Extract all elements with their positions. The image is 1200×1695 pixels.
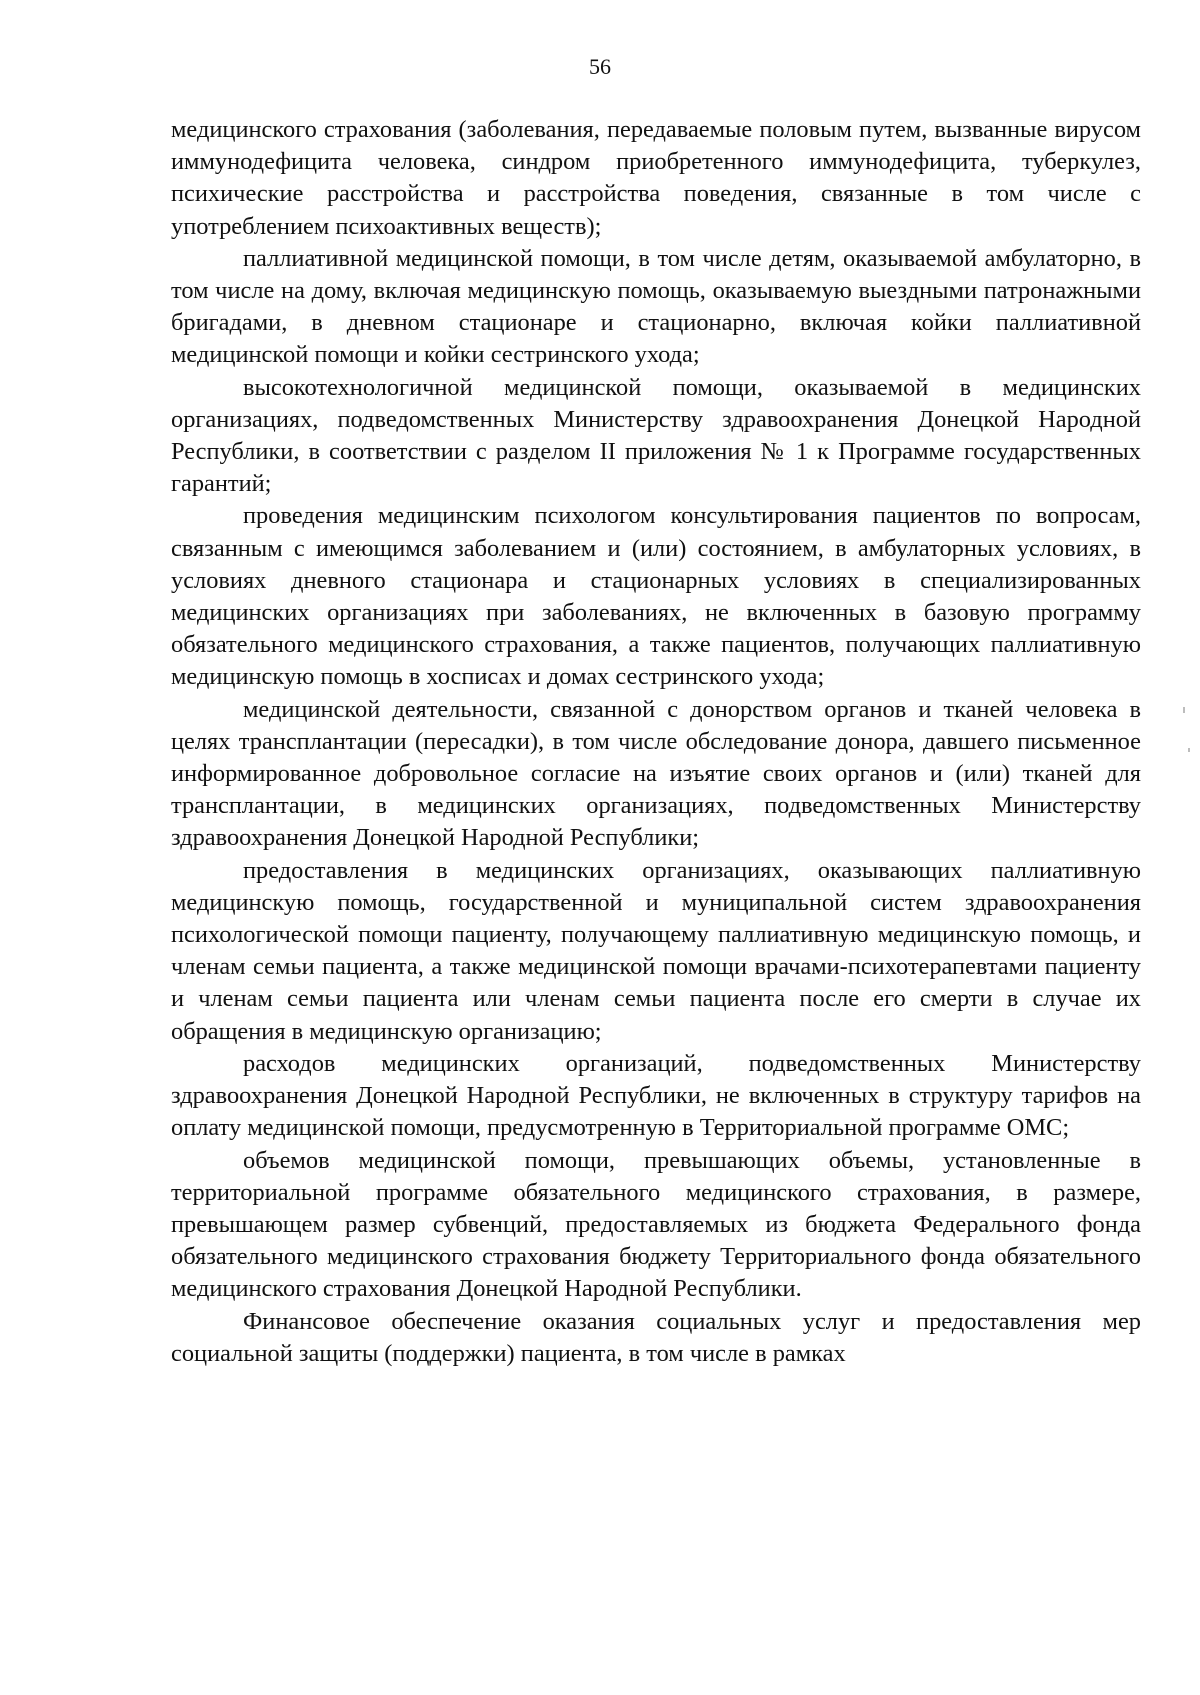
scan-artifact [1188,748,1190,752]
paragraph-psychologist-consulting: проведения медицинским психологом консультирования пациентов по вопросам, связанным с имеющимся заболеванием и (или) состоянием, в амбулаторных условиях, в условиях дневного стационара и стационарных условиях в специализированных медицинских организациях при заболеваниях, не включенных в базовую программу обязательного медицинского страхования, а также пациентов, получающих паллиативную медицинскую помощь в хосписах и домах сестринского ухода; [171,502,1141,691]
paragraph-organ-donation: медицинской деятельности, связанной с донорством органов и тканей человека в целях трансплантации (пересадки), в том числе обследование донора, давшего письменное информированное добровольное согласие на изъятие своих органов и (или) тканей для трансплантации, в медицинских организациях, подведомственных Министерству здравоохранения Донецкой Народной Республики; [171,695,1141,852]
paragraph-psychological-help: предоставления в медицинских организациях, оказывающих паллиативную медицинскую помощь, государственной и муниципальной систем здравоохранения психологической помощи пациенту, получающему паллиативную медицинскую помощь, и членам семьи пациента, а также медицинской помощи врачами-психотерапевтами пациенту и членам семьи пациента или членам семьи пациента после его смерти в случае их обращения в медицинскую организацию; [171,856,1141,1045]
document-body [171,114,1141,1370]
paragraph-palliative-care: паллиативной медицинской помощи, в том числе детям, оказываемой амбулаторно, в том числе на дому, включая медицинскую помощь, оказываемую выездными патронажными бригадами, в дневном стационаре и стационарно, включая койки паллиативной медицинской помощи и койки сестринского ухода; [171,244,1141,369]
page-number: 56 [589,54,611,79]
paragraph-organization-expenses: расходов медицинских организаций, подведомственных Министерству здравоохранения Донецкой Народной Республики, не включенных в структуру тарифов на оплату медицинской помощи, предусмотренную в Территориальной программе ОМС; [171,1049,1141,1142]
scan-artifact [1183,707,1185,713]
paragraph-continuation: медицинского страхования (заболевания, передаваемые половым путем, вызванные вирусом иммунодефицита человека, синдром приобретенного иммунодефицита, туберкулез, психические расстройства и расстройства поведения, связанные в том числе с употреблением психоактивных веществ); [171,116,1141,240]
paragraph-excess-volumes: объемов медицинской помощи, превышающих объемы, установленные в территориальной программе обязательного медицинского страхования, в размере, превышающем размер субвенций, предоставляемых из бюджета Федерального фонда обязательного медицинского страхования бюджету Территориального фонда обязательного медицинского страхования Донецкой Народной Республики. [171,1146,1141,1303]
paragraph-social-services: Финансовое обеспечение оказания социальных услуг и предоставления мер социальной защиты (поддержки) пациента, в том числе в рамках [171,1307,1141,1367]
paragraph-high-tech-care: высокотехнологичной медицинской помощи, оказываемой в медицинских организациях, подведомственных Министерству здравоохранения Донецкой Народной Республики, в соответствии с разделом II приложения № 1 к Программе государственных гарантий; [171,373,1141,498]
